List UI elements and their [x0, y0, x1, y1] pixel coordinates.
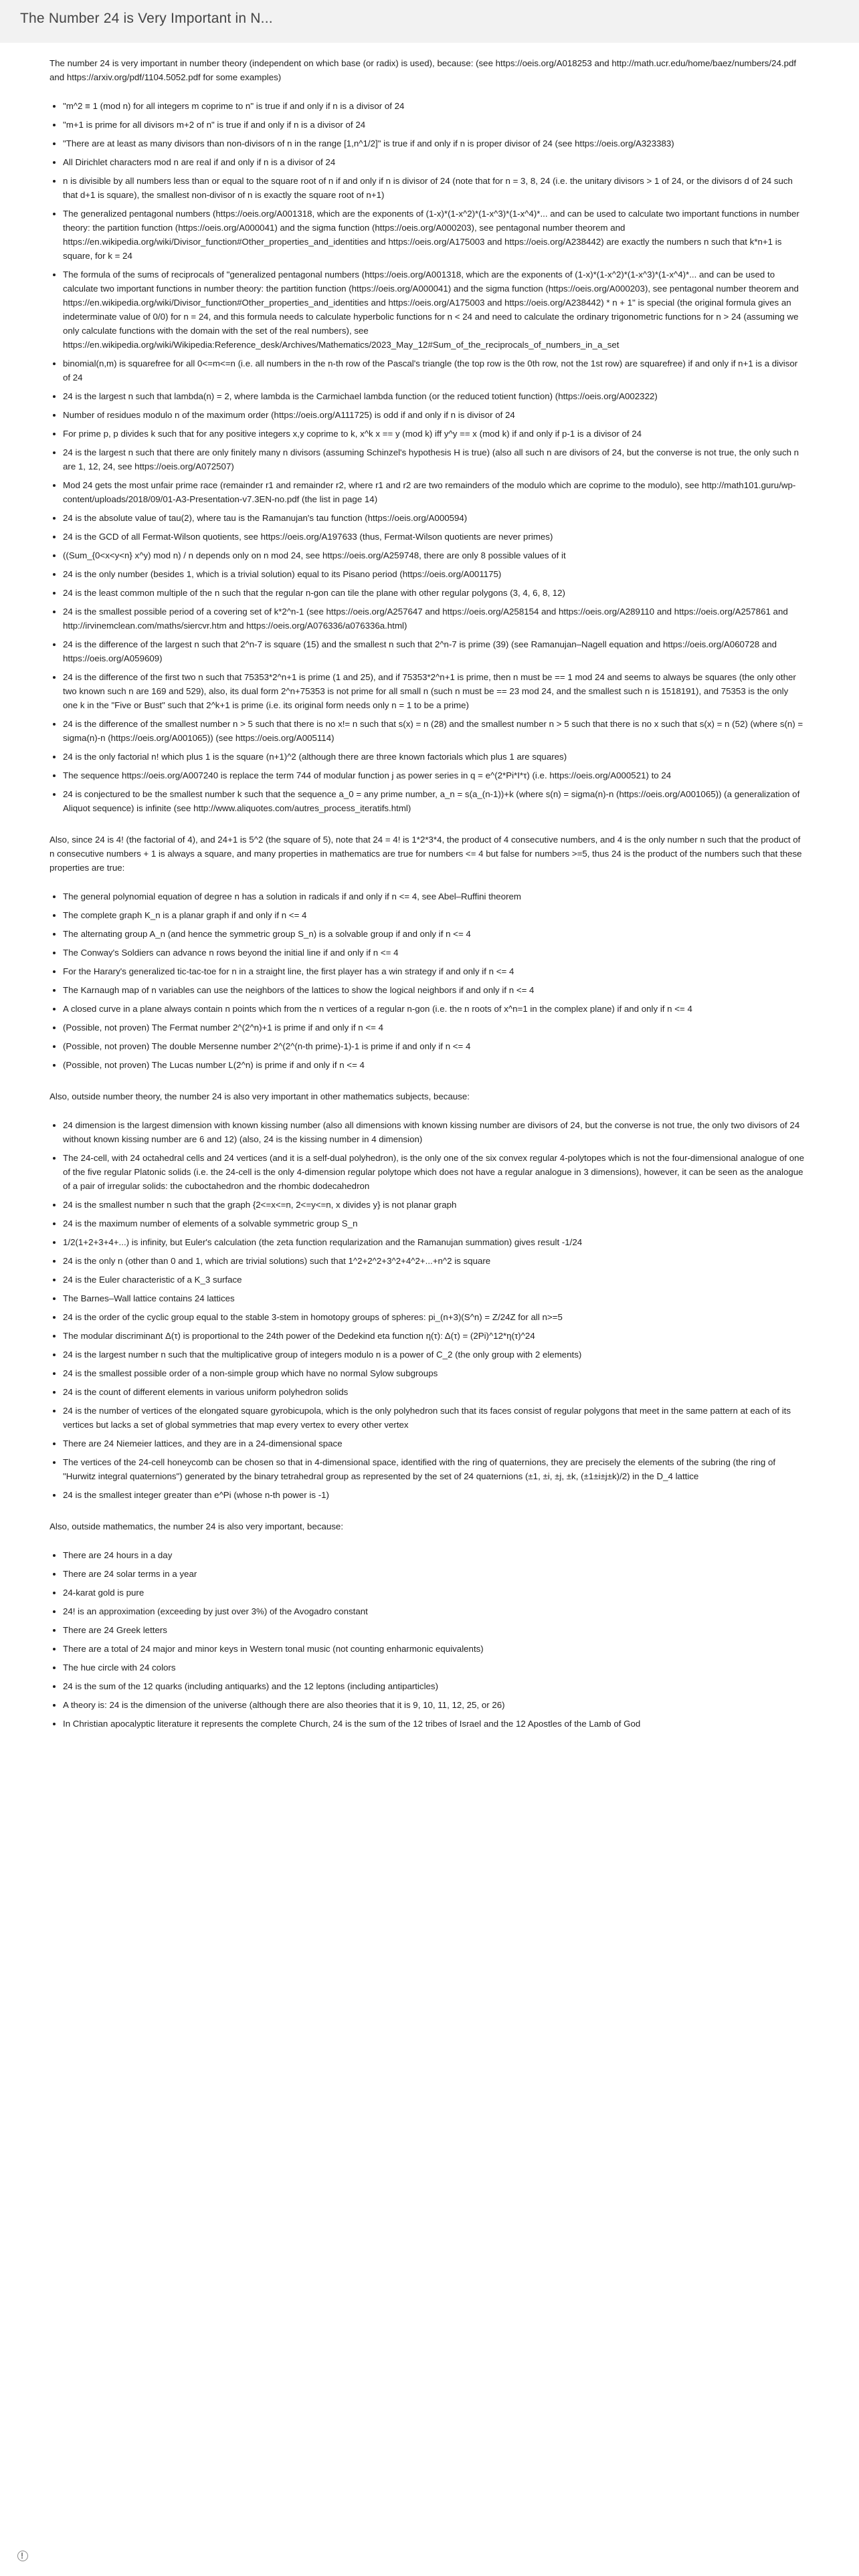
list-item: • In Christian apocalyptic literature it represents the complete Church, 24 is the sum of the 12 tribes of Israel and the 12 Apostles of the Lamb of God	[63, 1717, 805, 1731]
page-title: The Number 24 is Very Important in N...	[20, 11, 273, 26]
list-item: • binomial(n,m) is squarefree for all 0<=m<=n (i.e. all numbers in the n-th row of the Pascal's triangle (the top row is the 0th row, not the 1st row) are squarefree) if and only if n+1 is a divisor of 24	[63, 356, 805, 385]
list-item: • There are 24 Niemeier lattices, and they are in a 24-dimensional space	[63, 1436, 805, 1451]
list-item: • (Possible, not proven) The Fermat number 2^(2^n)+1 is prime if and only if n <= 4	[63, 1021, 805, 1035]
list-item: • There are 24 solar terms in a year	[63, 1567, 805, 1581]
list-item: • For prime p, p divides k such that for any positive integers x,y coprime to k, x^k x == y (mod k) iff y^y == x (mod k) if and only if p-1 is a divisor of 24	[63, 427, 805, 441]
list-item: • There are 24 Greek letters	[63, 1623, 805, 1637]
list-item: • 24 is the least common multiple of the n such that the regular n-gon can tile the plane with other regular polygons (3, 4, 6, 8, 12)	[63, 586, 805, 600]
intro-paragraph: The number 24 is very important in number theory (independent on which base (or radix) is used), because: (see https://oeis.org/A018253 and http://math.ucr.edu/home/baez/numbers/24.pdf and https://arxiv.org/pdf/1104.5052.pdf for some examples)	[50, 58, 797, 82]
outside-math-paragraph: Also, outside mathematics, the number 24 is also very important, because:	[50, 1521, 344, 1531]
header-bar	[0, 0, 859, 43]
list-item: • 24 is the number of vertices of the elongated square gyrobicupola, which is the only polyhedron such that its faces consist of regular polygons that meet in the same pattern at each of its vertices but lacks a set of global symmetries that map every vertex to every other vertex	[63, 1404, 805, 1432]
list-item: • "m^2 ≡ 1 (mod n) for all integers m coprime to n" is true if and only if n is a divisor of 24	[63, 99, 805, 113]
list-item: • Mod 24 gets the most unfair prime race (remainder r1 and remainder r2, where r1 and r2 are two remainders of the modulo which are coprime to the modulo), see http://math101.guru/wp-content/uploads/2018/09/01-A3-Presentation-v7.3EN-no.pdf (the list in page 14)	[63, 478, 805, 506]
list-item: • 24 is the difference of the largest n such that 2^n-7 is square (15) and the smallest n such that 2^n-7 is prime (39) (see Ramanujan–Nagell equation and https://oeis.org/A060728 and https://oeis.org/A059609)	[63, 637, 805, 665]
properties-list-number-theory	[50, 99, 805, 815]
list-item: • The generalized pentagonal numbers (https://oeis.org/A001318, which are the exponents of (1-x)*(1-x^2)*(1-x^3)*(1-x^4)*... and can be used to calculate two important functions in number theory: the partition function (https://oeis.org/A000041) and the sigma function (https://oeis.org/A000203), see pentagonal number theorem and https://en.wikipedia.org/wiki/Divisor_function#Other_properties_and_identities and https://oeis.org/A175003 and https://oeis.org/A238442) are exactly the numbers n such that k*n+1 is square, for k = 24	[63, 207, 805, 263]
list-item: • 24 is the GCD of all Fermat-Wilson quotients, see https://oeis.org/A197633 (thus, Fermat-Wilson quotients are never primes)	[63, 530, 805, 544]
list-item: • The Barnes–Wall lattice contains 24 lattices	[63, 1291, 805, 1305]
list-item: • 24 is conjectured to be the smallest number k such that the sequence a_0 = any prime number, a_n = s(a_(n-1))+k (where s(n) = sigma(n)-n (https://oeis.org/A001065)) (a generalization of Aliquot sequence) is infinite (see http://www.aliquotes.com/autres_process_iteratifs.html)	[63, 787, 805, 815]
list-item: • 24 is the difference of the smallest number n > 5 such that there is no x!= n such that s(x) = n (28) and the smallest number n > 5 such that there is no x such that s(x) = n (52) (where s(n) = sigma(n)-n (https://oeis.org/A001065)) (see https://oeis.org/A005114)	[63, 717, 805, 745]
list-item: • 24 dimension is the largest dimension with known kissing number (also all dimensions with known kissing number are divisors of 24, but the converse is not true, the only two divisors of 24 without known kissing number are 6 and 12) (also, 24 is the kissing number in 4 dimension)	[63, 1118, 805, 1146]
list-item: • For the Harary's generalized tic-tac-toe for n in a straight line, the first player has a win strategy if and only if n <= 4	[63, 964, 805, 978]
properties-list-n-le-4	[50, 889, 805, 1072]
list-item: • 24 is the smallest integer greater than e^Pi (whose n-th power is -1)	[63, 1488, 805, 1502]
list-item: • The sequence https://oeis.org/A007240 is replace the term 744 of modular function j as power series in q = e^(2*Pi*I*τ) (i.e. https://oeis.org/A000521) to 24	[63, 768, 805, 782]
list-item: • 24 is the count of different elements in various uniform polyhedron solids	[63, 1385, 805, 1399]
list-item: • The general polynomial equation of degree n has a solution in radicals if and only if n <= 4, see Abel–Ruffini theorem	[63, 889, 805, 903]
properties-list-outside-math	[50, 1548, 805, 1731]
list-item: • The hue circle with 24 colors	[63, 1660, 805, 1675]
list-item: • 24 is the order of the cyclic group equal to the stable 3-stem in homotopy groups of spheres: pi_(n+3)(S^n) = Z/24Z for all n>=5	[63, 1310, 805, 1324]
list-item: • The formula of the sums of reciprocals of "generalized pentagonal numbers (https://oeis.org/A001318, which are the exponents of (1-x)*(1-x^2)*(1-x^3)*(1-x^4)*... and can be used to calculate two important functions in number theory: the partition function (https://oeis.org/A000041) and the sigma function (https://oeis.org/A000203), see pentagonal number theorem and https://en.wikipedia.org/wiki/Divisor_function#Other_properties_and_identities and https://oeis.org/A175003 and https://oeis.org/A238442) * n + 1" is special (the original formula gives an indeterminate value of 0/0) for n = 24, and this formula needs to calculate hyperbolic functions for n < 24 and need to calculate the ordinary trigonometric functions for n > 24 (assuming we only calculate functions with the domain with the set of the real numbers), see https://en.wikipedia.org/wiki/Wikipedia:Reference_desk/Archives/Mathematics/2023_May_12#Sum_of_the_reciprocals_of_numbers_in_a_set	[63, 267, 805, 352]
list-item: • 24 is the smallest number n such that the graph {2<=x<=n, 2<=y<=n, x divides y} is not planar graph	[63, 1198, 805, 1212]
list-item: • ((Sum_{0<x<y<n} x^y) mod n) / n depends only on n mod 24, see https://oeis.org/A259748, there are only 8 possible values of it	[63, 548, 805, 562]
list-item: • 24 is the difference of the first two n such that 75353*2^n+1 is prime (1 and 25), and if 75353*2^n+1 is prime, then n must be == 1 mod 24 and seems to always be squares (the only other two known such n are 169 and 529), also, its dual form 2^n+75353 is not prime for all small n (such n must be == 23 mod 24, and the smallest such n is 1518191), and 75353 is the only one k in the "Five or Bust" such that 2^k+1 is prime (i.e. its original form needs only n = 1 to be a prime)	[63, 670, 805, 712]
list-item: • 24 is the sum of the 12 quarks (including antiquarks) and the 12 leptons (including antiparticles)	[63, 1679, 805, 1693]
properties-list-other-math	[50, 1118, 805, 1502]
list-item: • 24 is the Euler characteristic of a K_3 surface	[63, 1273, 805, 1287]
list-item: • 24 is the largest number n such that the multiplicative group of integers modulo n is a power of C_2 (the only group with 2 elements)	[63, 1348, 805, 1362]
list-item: • The 24-cell, with 24 octahedral cells and 24 vertices (and it is a self-dual polyhedron), is the only one of the six convex regular 4-polytopes which is not the four-dimensional analogue of one of the five regular Platonic solids (i.e. the 24-cell is the only 4-dimension regular polytope which does not have a regular analogue in 3 dimensions), however, it can be seen as the analogue of a pair of irregular solids: the cuboctahedron and the rhombic dodecahedron	[63, 1151, 805, 1193]
factorial-paragraph: Also, since 24 is 4! (the factorial of 4), and 24+1 is 5^2 (the square of 5), note that 24 = 4! is 1*2*3*4, the product of 4 consecutive numbers, and 4 is the only number n such that the product of n consecutive numbers + 1 is always a square, and many properties in mathematics are true for numbers <= 4 but false for numbers >=5, thus 24 is the product of the numbers such that these properties are true:	[50, 835, 802, 873]
list-item: • 24 is the maximum number of elements of a solvable symmetric group S_n	[63, 1216, 805, 1230]
list-item: • 24 is the absolute value of tau(2), where tau is the Ramanujan's tau function (https://oeis.org/A000594)	[63, 511, 805, 525]
list-item: • The modular discriminant Δ(τ) is proportional to the 24th power of the Dedekind eta function η(τ): Δ(τ) = (2Pi)^12*η(τ)^24	[63, 1329, 805, 1343]
list-item: • 24 is the only number (besides 1, which is a trivial solution) equal to its Pisano period (https://oeis.org/A001175)	[63, 567, 805, 581]
list-item: • The vertices of the 24-cell honeycomb can be chosen so that in 4-dimensional space, identified with the ring of quaternions, they are precisely the elements of the subring (the ring of "Hurwitz integral quaternions") generated by the binary tetrahedral group as represented by the set of 24 quaternions (±1, ±i, ±j, ±k, (±1±i±j±k)/2) in the D_4 lattice	[63, 1455, 805, 1483]
list-item: • "There are at least as many divisors than non-divisors of n in the range [1,n^1/2]" is true if and only if n is proper divisor of 24 (see https://oeis.org/A323383)	[63, 136, 805, 150]
list-item: • (Possible, not proven) The Lucas number L(2^n) is prime if and only if n <= 4	[63, 1058, 805, 1072]
list-item: • n is divisible by all numbers less than or equal to the square root of n if and only if n is divisor of 24 (note that for n = 3, 8, 24 (i.e. the unitary divisors > 1 of 24, or the divisors d of 24 such that d+1 is square), the smallest non-divisor of n is exactly the square root of n+1)	[63, 174, 805, 202]
list-item: • There are 24 hours in a day	[63, 1548, 805, 1562]
list-item: • 24-karat gold is pure	[63, 1586, 805, 1600]
list-item: • There are a total of 24 major and minor keys in Western tonal music (not counting enharmonic equivalents)	[63, 1642, 805, 1656]
other-math-paragraph: Also, outside number theory, the number 24 is also very important in other mathematics subjects, because:	[50, 1091, 470, 1101]
list-item: • (Possible, not proven) The double Mersenne number 2^(2^(n-th prime)-1)-1 is prime if and only if n <= 4	[63, 1039, 805, 1053]
list-item: • 24 is the only n (other than 0 and 1, which are trivial solutions) such that 1^2+2^2+3^2+4^2+...+n^2 is square	[63, 1254, 805, 1268]
list-item: • A closed curve in a plane always contain n points which from the n vertices of a regular n-gon (i.e. the n roots of x^n=1 in the complex plane) if and only if n <= 4	[63, 1002, 805, 1016]
list-item: • 24! is an approximation (exceeding by just over 3%) of the Avogadro constant	[63, 1604, 805, 1618]
list-item: • The Karnaugh map of n variables can use the neighbors of the lattices to show the logical neighbors if and only if n <= 4	[63, 983, 805, 997]
list-item: • 24 is the largest n such that there are only finitely many n divisors (assuming Schinzel's hypothesis H is true) (also all such n are divisors of 24, but the converse is not true, the only such n are 1, 12, 24, see https://oeis.org/A072507)	[63, 445, 805, 473]
list-item: • 24 is the smallest possible period of a covering set of k*2^n-1 (see https://oeis.org/A257647 and https://oeis.org/A258154 and https://oeis.org/A289110 and https://oeis.org/A257861 and http://irvinemclean.com/maths/siercvr.htm and https://oeis.org/A076336/a076336a.html)	[63, 605, 805, 633]
list-item: • "m+1 is prime for all divisors m+2 of n" is true if and only if n is a divisor of 24	[63, 118, 805, 132]
list-item: • 24 is the only factorial n! which plus 1 is the square (n+1)^2 (although there are three known factorials which plus 1 are squares)	[63, 750, 805, 764]
list-item: • The complete graph K_n is a planar graph if and only if n <= 4	[63, 908, 805, 922]
list-item: • 24 is the smallest possible order of a non-simple group which have no normal Sylow subgroups	[63, 1366, 805, 1380]
info-icon[interactable]	[17, 2551, 28, 2561]
list-item: • A theory is: 24 is the dimension of the universe (although there are also theories that it is 9, 10, 11, 12, 25, or 26)	[63, 1698, 805, 1712]
list-item: • 1/2(1+2+3+4+...) is infinity, but Euler's calculation (the zeta function reqularization and the Ramanujan summation) gives result -1/24	[63, 1235, 805, 1249]
list-item: • The alternating group A_n (and hence the symmetric group S_n) is a solvable group if and only if n <= 4	[63, 927, 805, 941]
list-item: • All Dirichlet characters mod n are real if and only if n is a divisor of 24	[63, 155, 805, 169]
list-item: • Number of residues modulo n of the maximum order (https://oeis.org/A111725) is odd if and only if n is divisor of 24	[63, 408, 805, 422]
document-body	[50, 56, 805, 1748]
list-item: • 24 is the largest n such that lambda(n) = 2, where lambda is the Carmichael lambda function (or the reduced totient function) (https://oeis.org/A002322)	[63, 389, 805, 403]
list-item: • The Conway's Soldiers can advance n rows beyond the initial line if and only if n <= 4	[63, 946, 805, 960]
